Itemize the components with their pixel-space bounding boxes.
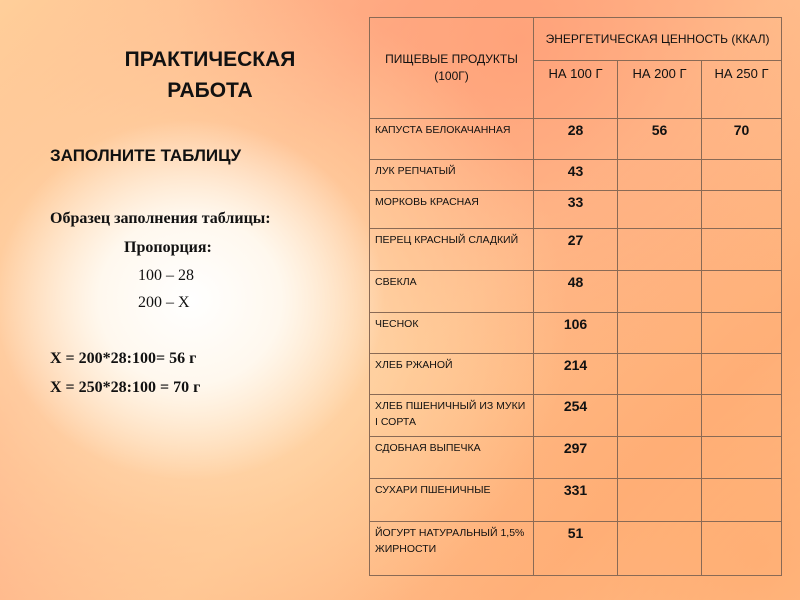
table-row <box>370 191 782 229</box>
product-name-cell: ЛУК РЕПЧАТЫЙ <box>370 160 534 191</box>
value-100g-cell[interactable]: 48 <box>534 270 618 312</box>
product-name-cell: МОРКОВЬ КРАСНАЯ <box>370 191 534 229</box>
table-row <box>370 353 782 394</box>
header-per-100g: НА 100 Г <box>534 61 618 119</box>
value-250g-cell[interactable] <box>702 437 782 479</box>
value-250g-cell[interactable] <box>702 353 782 394</box>
value-200g-cell[interactable] <box>618 395 702 437</box>
value-250g-cell[interactable] <box>702 270 782 312</box>
table-row <box>370 521 782 575</box>
value-200g-cell[interactable] <box>618 312 702 353</box>
value-200g-cell[interactable] <box>618 160 702 191</box>
proportion-line-2: 200 – Х <box>138 294 190 311</box>
value-100g-cell[interactable]: 51 <box>534 521 618 575</box>
product-name-cell: ХЛЕБ ПШЕНИЧНЫЙ ИЗ МУКИ I СОРТА <box>370 395 534 437</box>
formula-line-2: Х = 250*28:100 = 70 г <box>50 379 201 396</box>
page-title: ПРАКТИЧЕСКАЯ РАБОТА <box>124 48 296 102</box>
value-100g-cell[interactable]: 331 <box>534 479 618 521</box>
product-name-cell: СУХАРИ ПШЕНИЧНЫЕ <box>370 479 534 521</box>
value-200g-cell[interactable] <box>618 229 702 270</box>
product-name-cell: ХЛЕБ РЖАНОЙ <box>370 353 534 394</box>
table-row <box>370 479 782 521</box>
value-250g-cell[interactable] <box>702 395 782 437</box>
product-name-cell: КАПУСТА БЕЛОКАЧАННАЯ <box>370 119 534 160</box>
value-100g-cell[interactable]: 28 <box>534 119 618 160</box>
value-200g-cell[interactable] <box>618 479 702 521</box>
value-200g-cell[interactable] <box>618 270 702 312</box>
header-per-250g: НА 250 Г <box>702 61 782 119</box>
header-energy-value: ЭНЕРГЕТИЧЕСКАЯ ЦЕННОСТЬ (ККАЛ) <box>534 18 782 61</box>
product-name-cell: СДОБНАЯ ВЫПЕЧКА <box>370 437 534 479</box>
table-body <box>370 119 782 576</box>
value-100g-cell[interactable]: 254 <box>534 395 618 437</box>
value-200g-cell[interactable] <box>618 521 702 575</box>
energy-value-table <box>369 17 782 576</box>
value-250g-cell[interactable] <box>702 229 782 270</box>
value-200g-cell[interactable] <box>618 191 702 229</box>
value-100g-cell[interactable]: 106 <box>534 312 618 353</box>
value-100g-cell[interactable]: 33 <box>534 191 618 229</box>
product-name-cell: ПЕРЕЦ КРАСНЫЙ СЛАДКИЙ <box>370 229 534 270</box>
value-250g-cell[interactable] <box>702 521 782 575</box>
table-row <box>370 229 782 270</box>
table-row <box>370 160 782 191</box>
value-200g-cell[interactable] <box>618 353 702 394</box>
value-200g-cell[interactable] <box>618 437 702 479</box>
value-100g-cell[interactable]: 27 <box>534 229 618 270</box>
header-per-200g: НА 200 Г <box>618 61 702 119</box>
value-250g-cell[interactable] <box>702 191 782 229</box>
instruction-text: ЗАПОЛНИТЕ ТАБЛИЦУ <box>50 146 242 165</box>
table-row <box>370 312 782 353</box>
proportion-line-1: 100 – 28 <box>138 267 194 284</box>
value-100g-cell[interactable]: 43 <box>534 160 618 191</box>
value-200g-cell[interactable]: 56 <box>618 119 702 160</box>
value-100g-cell[interactable]: 297 <box>534 437 618 479</box>
header-product: ПИЩЕВЫЕ ПРОДУКТЫ (100Г) <box>370 18 534 119</box>
table-row <box>370 270 782 312</box>
product-name-cell: ЧЕСНОК <box>370 312 534 353</box>
proportion-label: Пропорция: <box>124 239 212 256</box>
table-row <box>370 395 782 437</box>
value-250g-cell[interactable] <box>702 479 782 521</box>
left-text-panel <box>0 0 370 600</box>
table-row <box>370 119 782 160</box>
value-250g-cell[interactable]: 70 <box>702 119 782 160</box>
value-100g-cell[interactable]: 214 <box>534 353 618 394</box>
product-name-cell: ЙОГУРТ НАТУРАЛЬНЫЙ 1,5% ЖИРНОСТИ <box>370 521 534 575</box>
value-250g-cell[interactable] <box>702 160 782 191</box>
sample-heading: Образец заполнения таблицы: <box>50 210 271 227</box>
value-250g-cell[interactable] <box>702 312 782 353</box>
product-name-cell: СВЕКЛА <box>370 270 534 312</box>
formula-line-1: Х = 200*28:100= 56 г <box>50 350 197 367</box>
table-row <box>370 437 782 479</box>
